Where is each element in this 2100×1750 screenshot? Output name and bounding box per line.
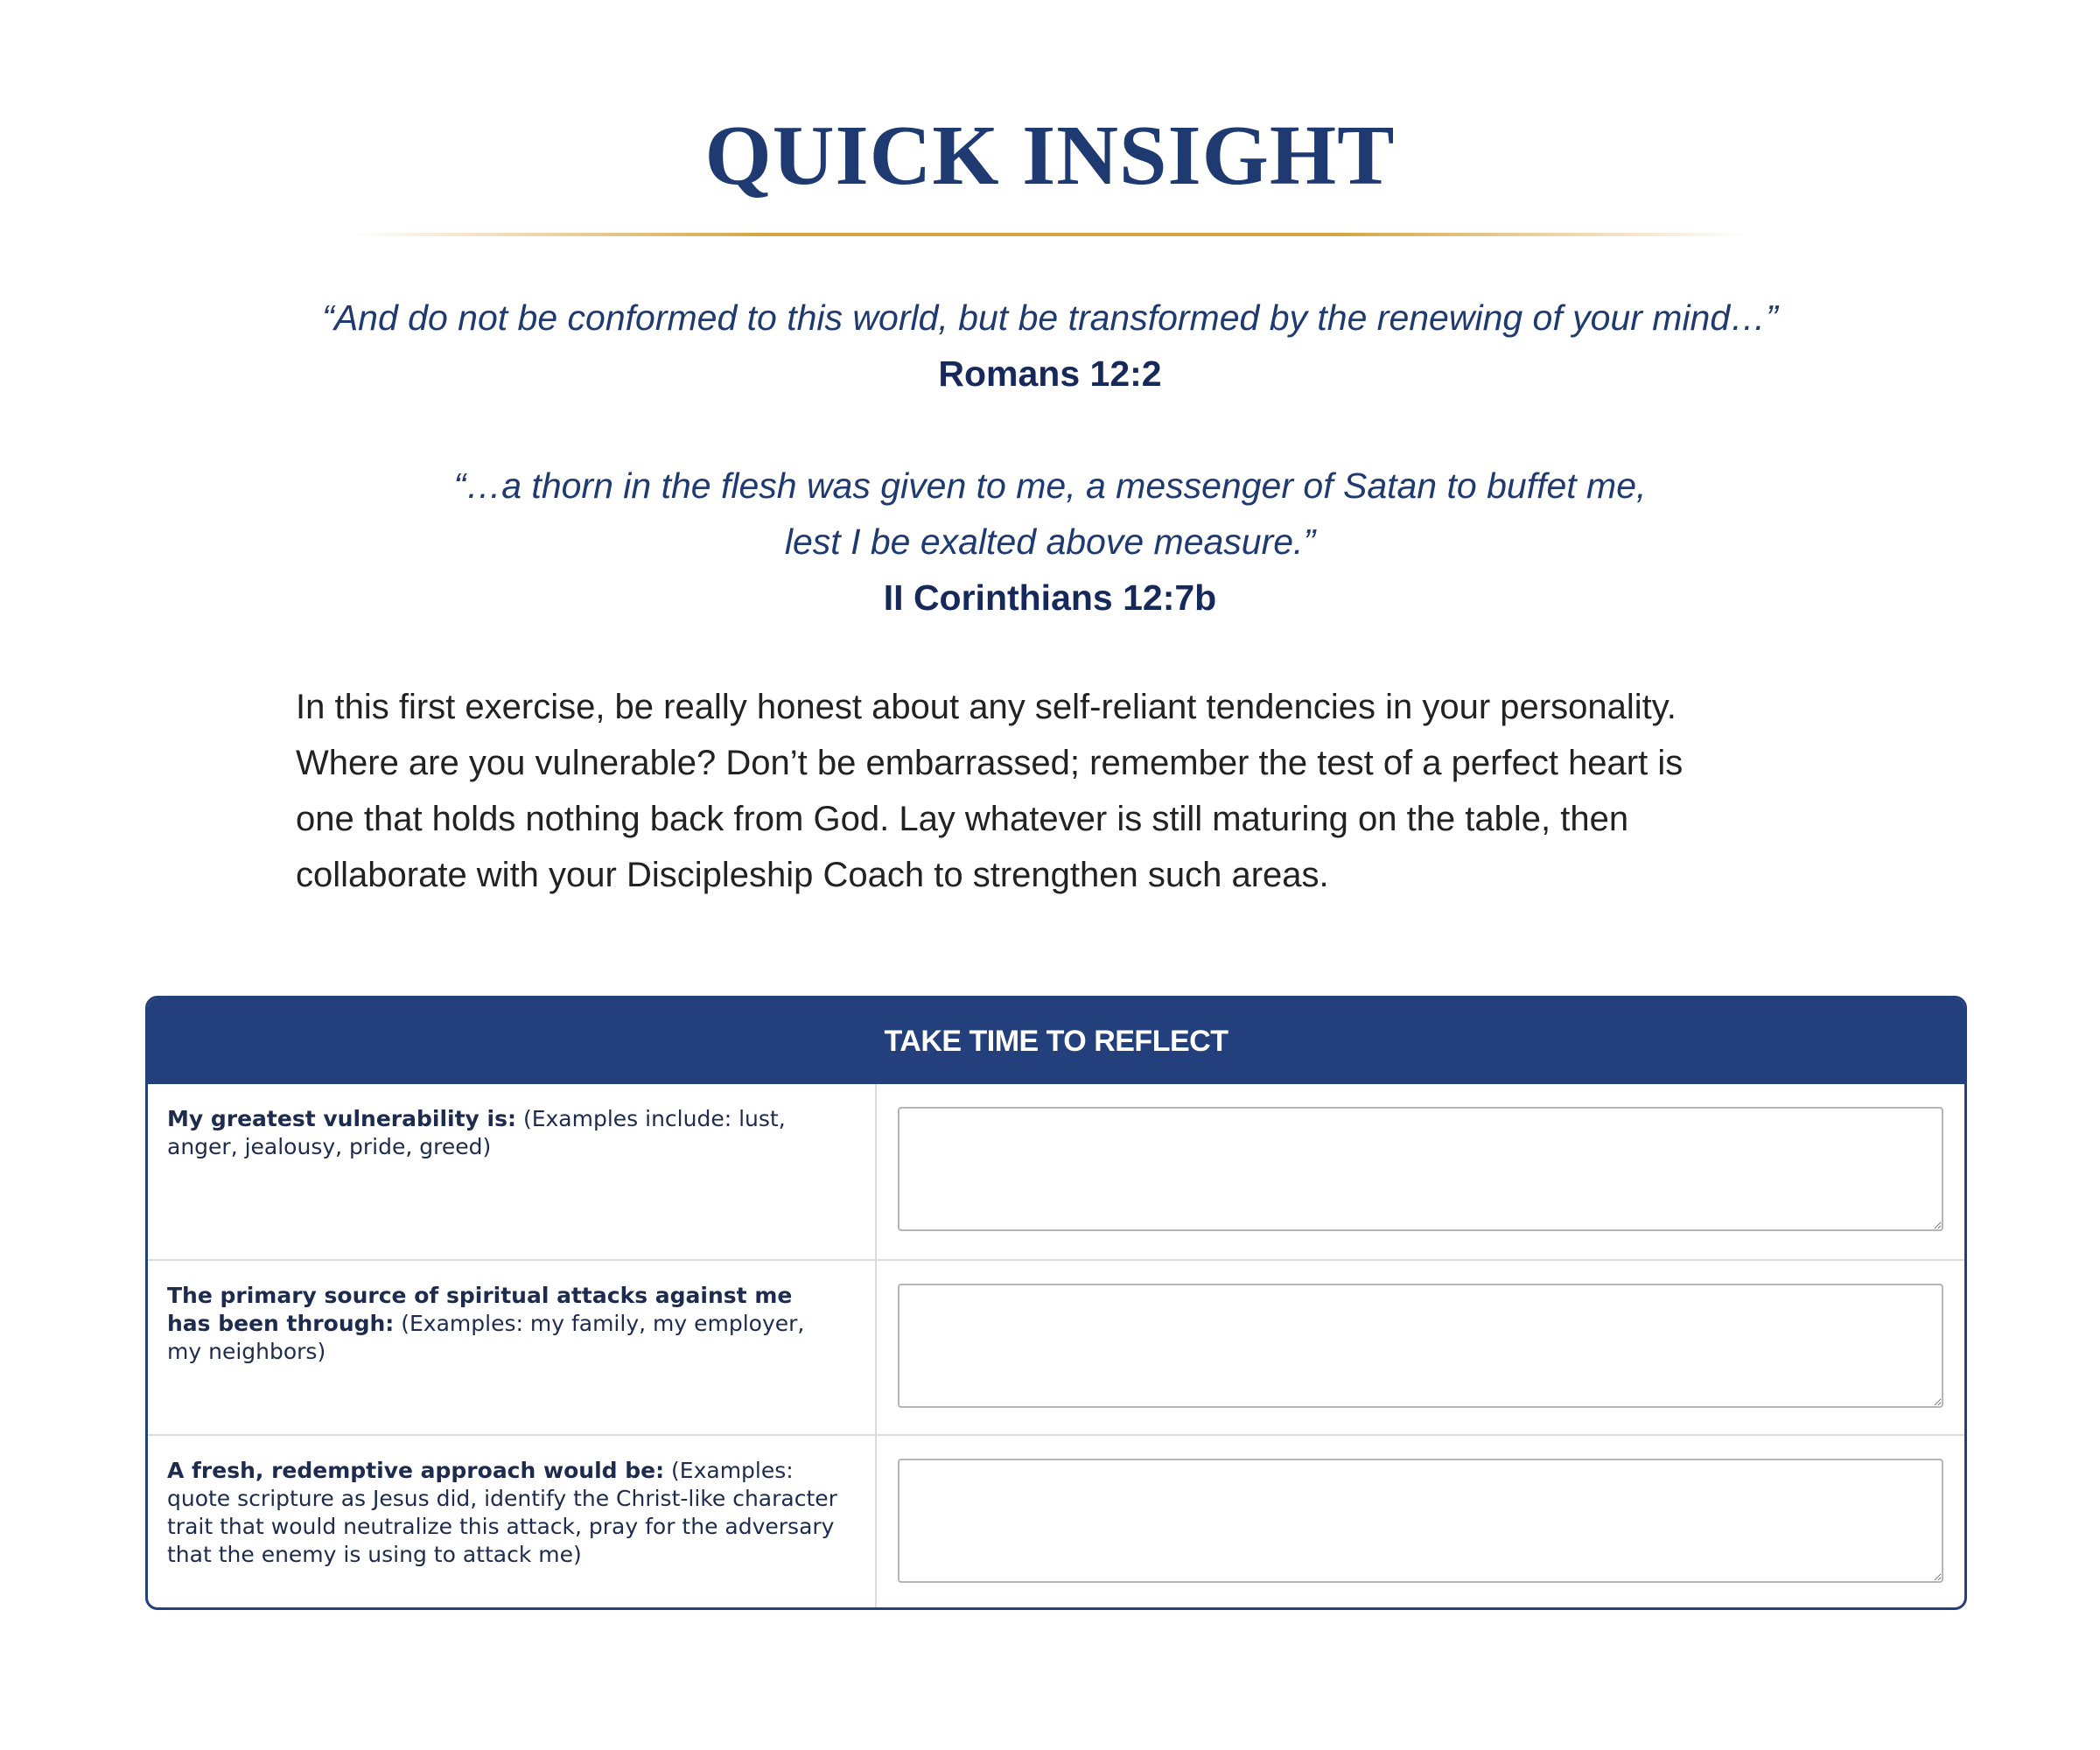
verse-2-line-2: lest I be exalted above measure.” (784, 522, 1316, 562)
intro-line: Where are you vulnerable? Don’t be embarrassed; remember the test of a perfect heart is (296, 744, 1684, 782)
redemptive-approach-answer-textarea[interactable] (898, 1459, 1943, 1583)
prompt-bold: A fresh, redemptive approach would be: (167, 1458, 665, 1483)
prompt-examples: (Examples include: lust, anger, jealousy, pride, greed) (167, 1106, 786, 1159)
attack-source-answer-textarea[interactable] (898, 1284, 1943, 1408)
prompt-bold: My greatest vulnerability is: (167, 1106, 516, 1131)
verse-1-line-1: “And do not be conformed to this world, but be transformed by the renewing of your mind…” (322, 298, 1778, 338)
reflection-prompt (148, 1084, 877, 1259)
reflection-row (148, 1434, 1964, 1607)
reflection-prompt (148, 1261, 877, 1434)
reflection-prompt (148, 1436, 877, 1607)
reflection-row (148, 1259, 1964, 1434)
reflection-answer-cell (877, 1084, 1964, 1259)
title-divider (350, 233, 1750, 236)
verse-1-reference: Romans 12:2 (938, 354, 1162, 394)
reflection-table (145, 996, 1967, 1610)
intro-line: In this first exercise, be really honest about any self-reliant tendencies in your personality. (296, 688, 1676, 726)
vulnerability-answer-textarea[interactable] (898, 1107, 1943, 1231)
reflection-answer-cell (877, 1436, 1964, 1607)
intro-line: one that holds nothing back from God. Lay whatever is still maturing on the table, then (296, 800, 1629, 838)
intro-paragraph (296, 679, 1801, 903)
prompt-examples: (Examples: quote scripture as Jesus did, identify the Christ-like character trait that would neutralize this attack, pray for the adversary that the enemy is using to attack me) (167, 1458, 837, 1567)
prompt-bold: The primary source of spiritual attacks against me has been through: (167, 1283, 793, 1336)
reflection-row (148, 1084, 1964, 1259)
verse-2-line-1: “…a thorn in the flesh was given to me, a messenger of Satan to buffet me, (453, 466, 1647, 506)
reflection-header: TAKE TIME TO REFLECT (148, 998, 1964, 1084)
page-title: QUICK INSIGHT (704, 108, 1396, 203)
intro-line: collaborate with your Discipleship Coach to strengthen such areas. (296, 856, 1329, 894)
prompt-examples: (Examples: my family, my employer, my neighbors) (167, 1311, 805, 1364)
reflection-answer-cell (877, 1261, 1964, 1434)
verse-2-reference: II Corinthians 12:7b (883, 578, 1217, 618)
